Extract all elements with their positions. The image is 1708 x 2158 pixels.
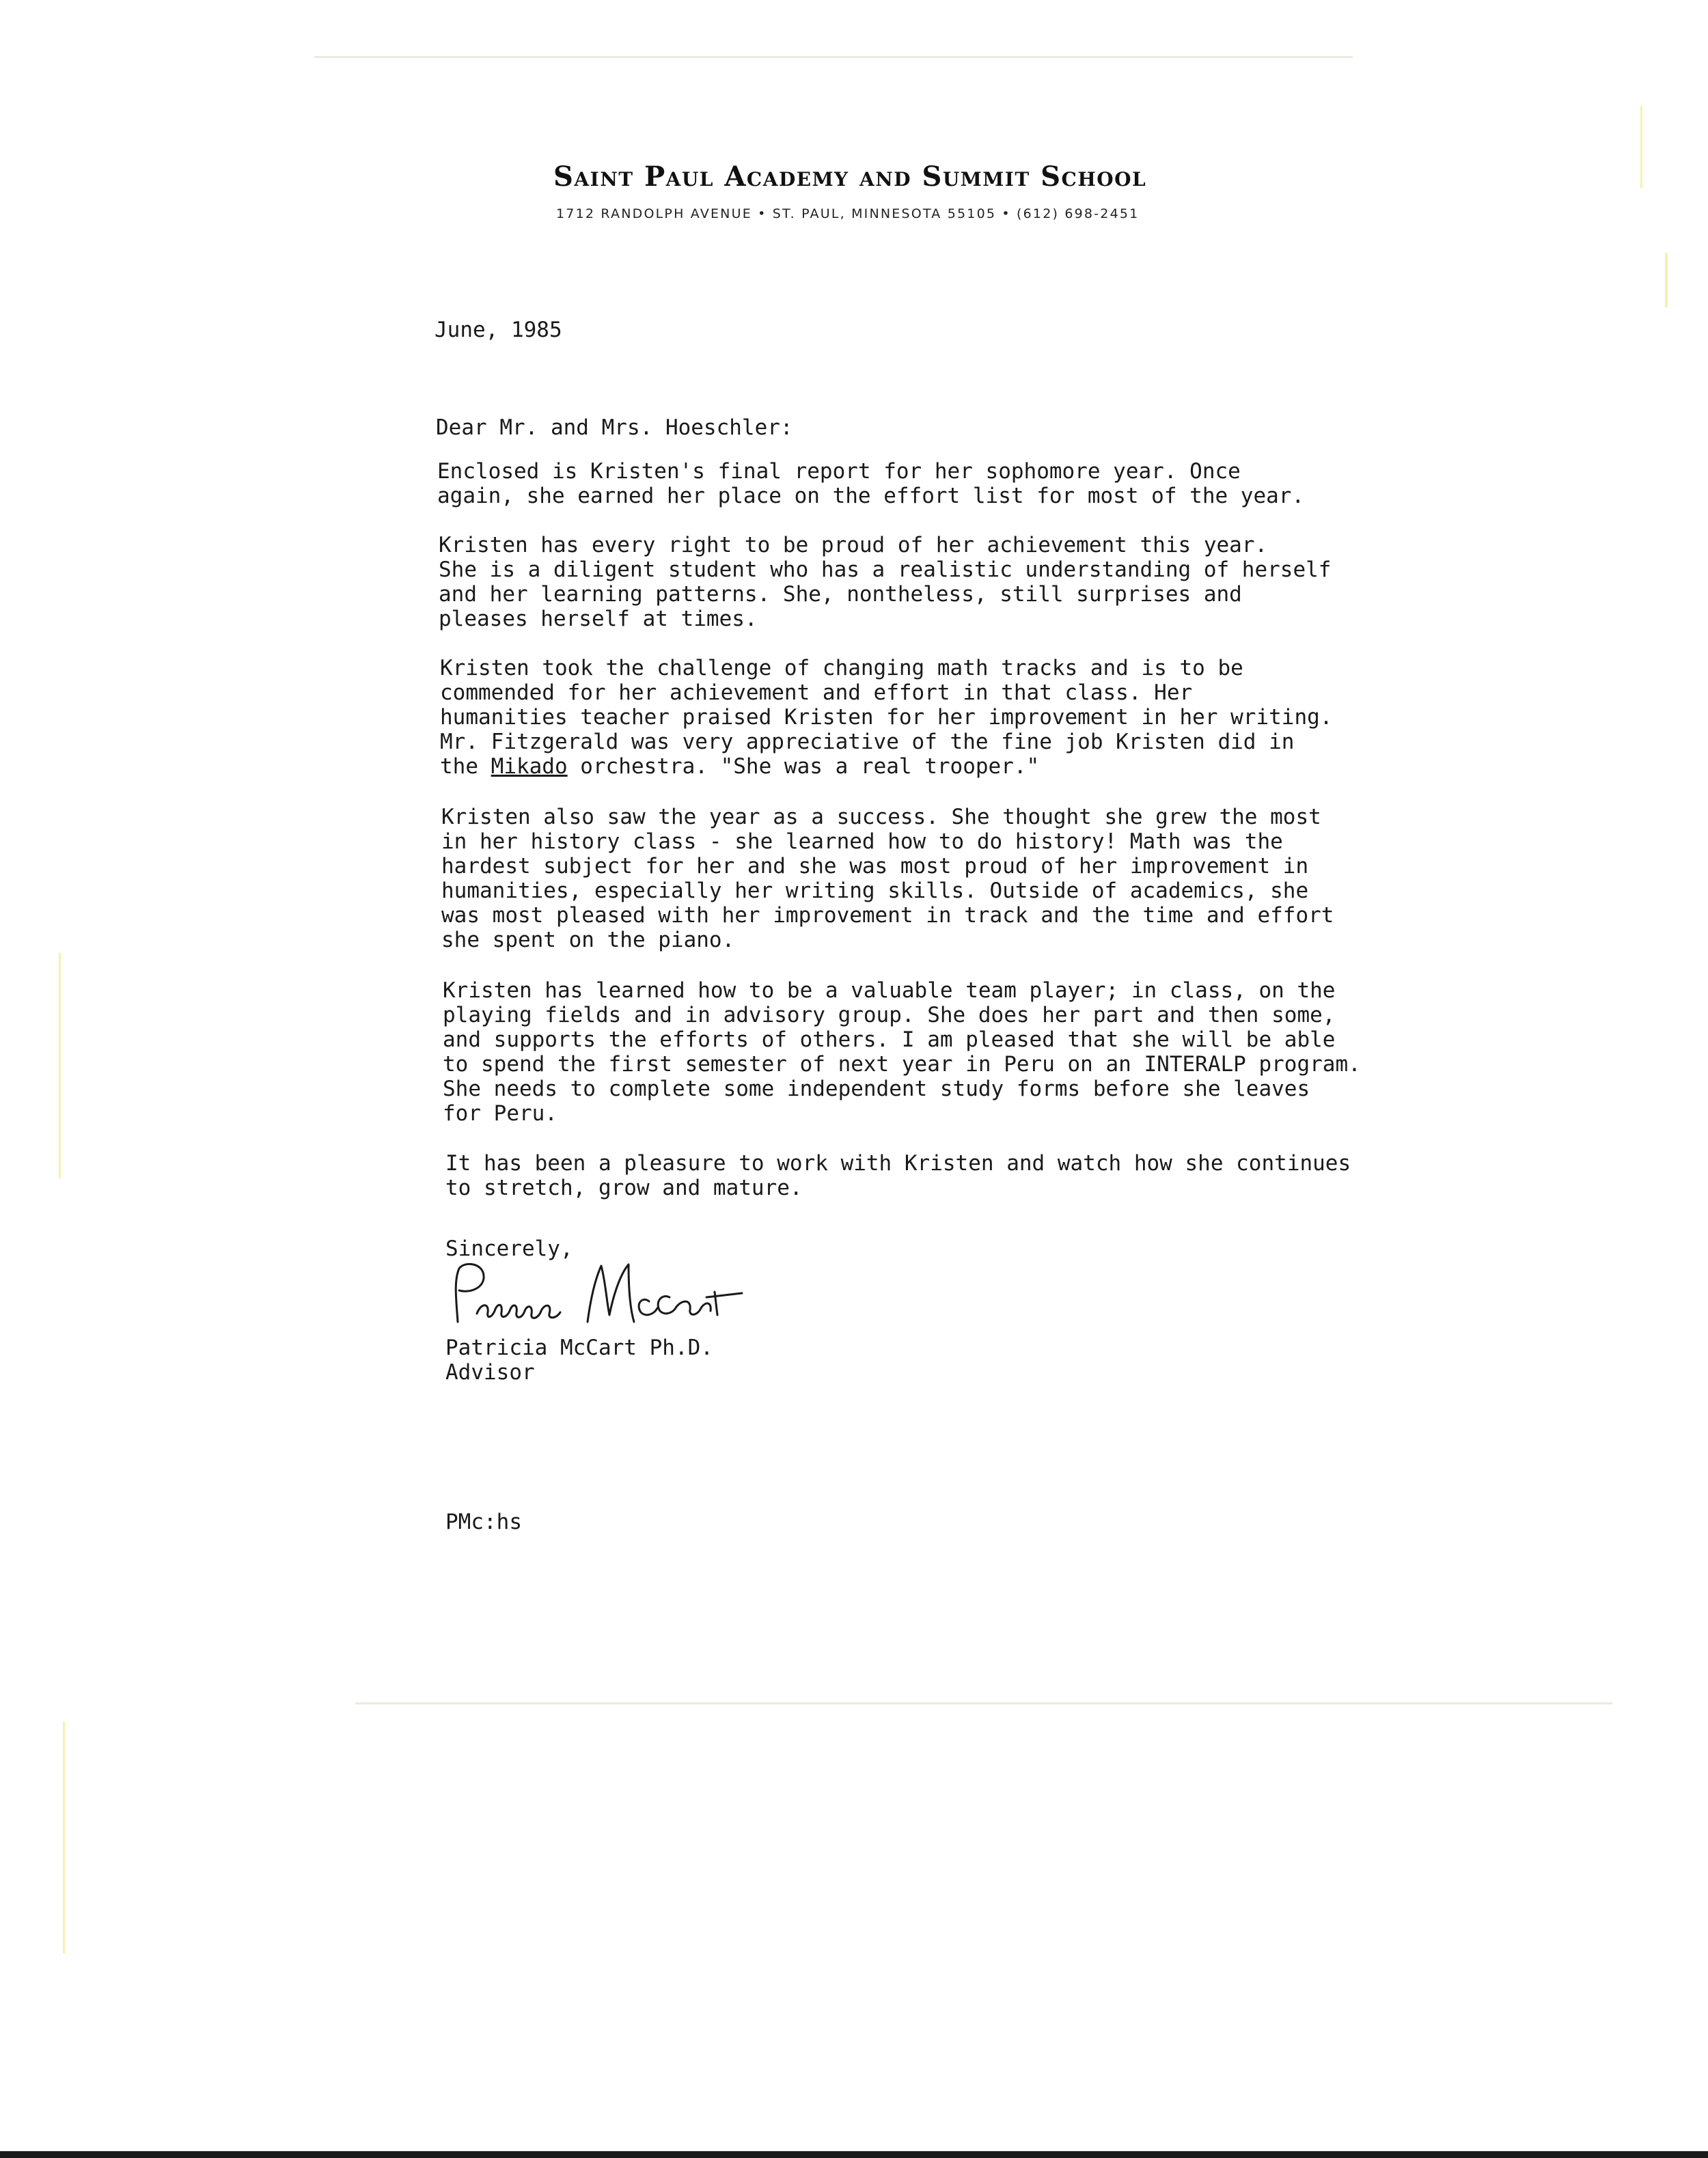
paragraph-line: humanities teacher praised Kristen for her improvement in her writing.	[440, 705, 1333, 730]
scan-mark-right-2	[1640, 106, 1642, 188]
paragraph-line	[440, 754, 1332, 779]
paragraph-line: in her history class - she learned how to do history! Math was the	[441, 829, 1283, 854]
paragraph-line: humanities, especially her writing skills. Outside of academics, she	[441, 879, 1309, 903]
letter-date: June, 1985	[435, 318, 562, 342]
paragraph-line: Kristen has learned how to be a valuable team player; in class, on the	[443, 978, 1336, 1003]
paragraph-line: playing fields and in advisory group. She does her part and then some,	[443, 1003, 1336, 1027]
paragraph-4	[441, 805, 1334, 952]
paragraph-3	[440, 656, 1332, 779]
mikado-title: Mikado	[491, 754, 568, 779]
scan-mark-left-2	[63, 1721, 65, 1954]
scan-mark-left-1	[59, 953, 61, 1178]
school-name: Saint Paul Academy and Summit School	[553, 161, 1147, 193]
paragraph-1	[437, 459, 1304, 508]
paragraph-line: was most pleased with her improvement in track and the time and effort	[441, 903, 1334, 928]
school-address: 1712 RANDOLPH AVENUE • ST. PAUL, MINNESOTA 55105 • (612) 698-2451	[556, 206, 1140, 221]
scan-mark-right-1	[1665, 253, 1668, 307]
reference-initials: PMc:hs	[445, 1510, 522, 1534]
paragraph-2	[439, 533, 1331, 631]
handwritten-signature	[444, 1254, 745, 1336]
paragraph-6	[445, 1151, 1351, 1200]
signer-name: Patricia McCart Ph.D.	[445, 1336, 713, 1360]
paragraph-line: and her learning patterns. She, nontheless, still surprises and	[439, 582, 1242, 607]
salutation: Dear Mr. and Mrs. Hoeschler:	[436, 415, 793, 440]
paragraph-text: the	[440, 754, 491, 779]
paragraph-line: hardest subject for her and she was most proud of her improvement in	[441, 854, 1309, 879]
paragraph-line: It has been a pleasure to work with Kristen and watch how she continues	[445, 1151, 1351, 1176]
paragraph-line: pleases herself at times.	[439, 607, 758, 631]
paragraph-line: to stretch, grow and mature.	[445, 1176, 803, 1200]
paragraph-5	[443, 978, 1361, 1126]
scan-bottom-border	[0, 2151, 1708, 2158]
paragraph-line: for Peru.	[443, 1101, 557, 1126]
paragraph-line: to spend the first semester of next year in Peru on an INTERALP program.	[443, 1052, 1361, 1077]
paragraph-line: commended for her achievement and effort in that class. Her	[440, 680, 1193, 705]
paragraph-line: Enclosed is Kristen's final report for her sophomore year. Once	[437, 459, 1241, 484]
page-bottom-edge	[355, 1702, 1612, 1704]
signer-title: Advisor	[445, 1360, 535, 1385]
signer-block	[445, 1336, 713, 1385]
closing: Sincerely,	[445, 1236, 573, 1261]
paragraph-line: She is a diligent student who has a realistic understanding of herself	[439, 557, 1332, 582]
paragraph-line: Kristen also saw the year as a success. She thought she grew the most	[441, 805, 1321, 829]
paragraph-line: She needs to complete some independent study forms before she leaves	[443, 1077, 1310, 1101]
paragraph-line: Kristen has every right to be proud of her achievement this year.	[439, 533, 1268, 557]
paragraph-text: orchestra. "She was a real trooper."	[567, 754, 1040, 779]
paragraph-line: again, she earned her place on the effort list for most of the year.	[437, 484, 1305, 508]
paragraph-line: and supports the efforts of others. I am pleased that she will be able	[443, 1027, 1336, 1052]
paragraph-line: Kristen took the challenge of changing math tracks and is to be	[440, 656, 1243, 680]
paragraph-line: she spent on the piano.	[441, 928, 735, 952]
paragraph-line: Mr. Fitzgerald was very appreciative of the fine job Kristen did in	[440, 730, 1295, 754]
